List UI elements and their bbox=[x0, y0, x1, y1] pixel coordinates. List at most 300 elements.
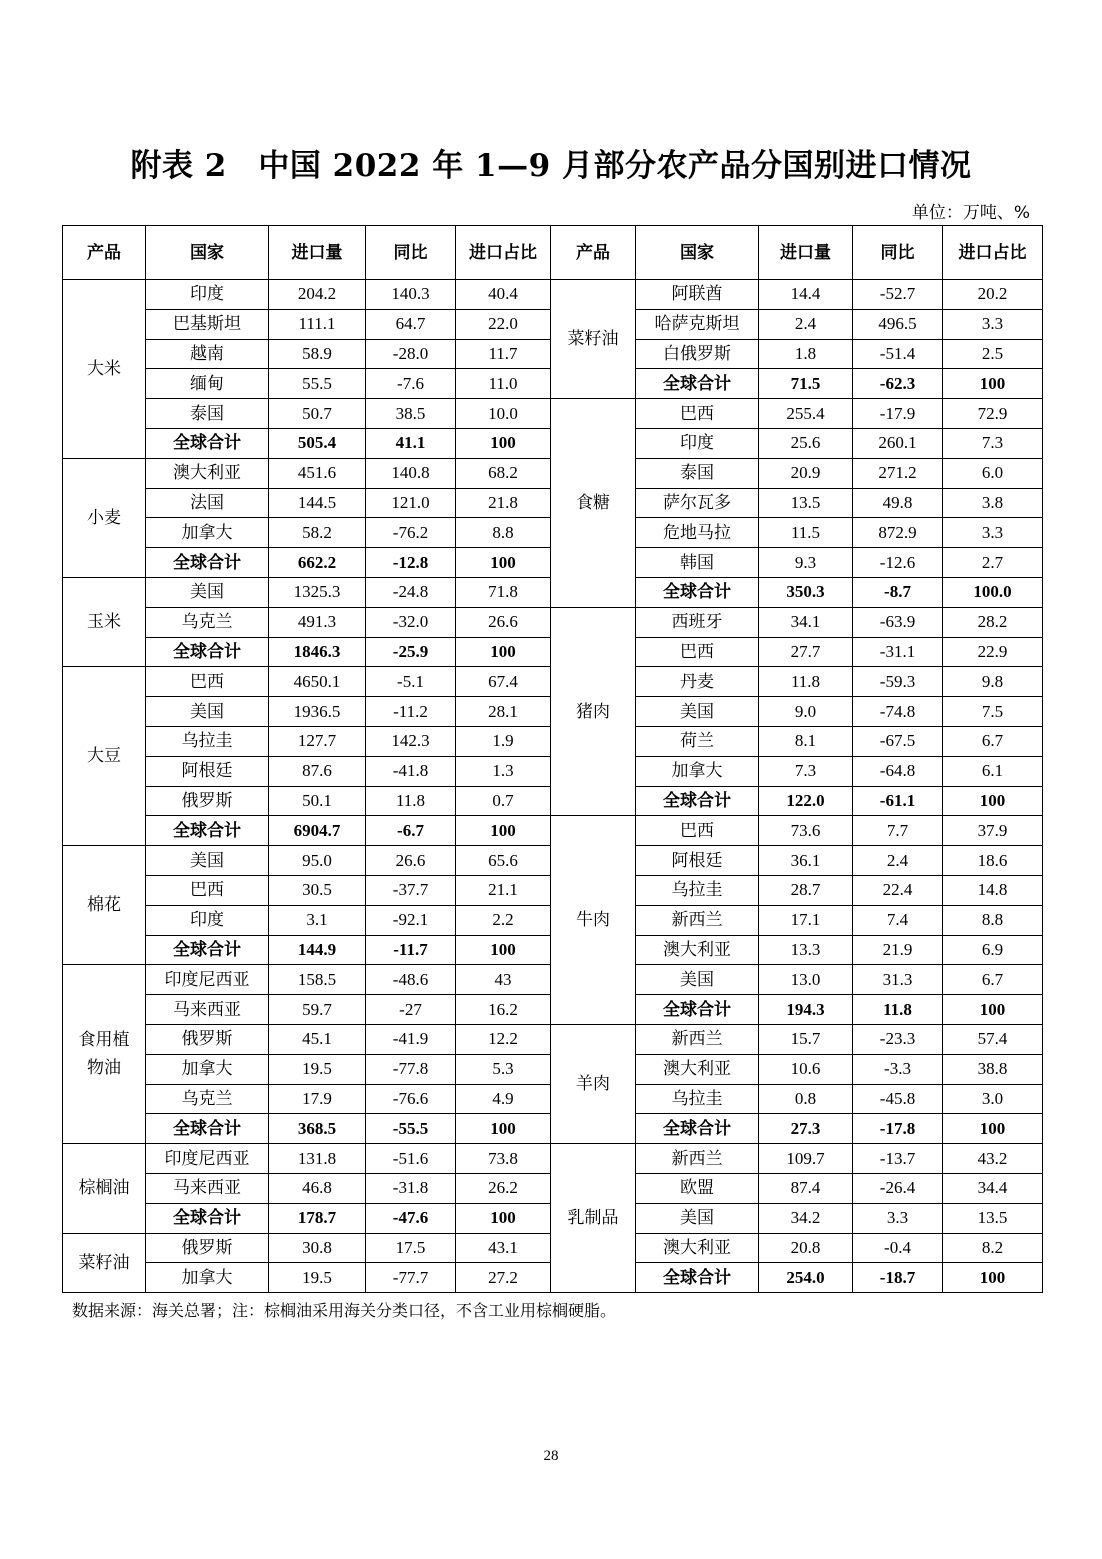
share-cell: 100 bbox=[456, 816, 551, 846]
yoy-cell: 31.3 bbox=[853, 965, 943, 995]
volume-cell: 254.0 bbox=[759, 1263, 853, 1293]
yoy-cell: 7.4 bbox=[853, 905, 943, 935]
yoy-cell: 38.5 bbox=[366, 399, 456, 429]
share-cell: 27.2 bbox=[456, 1263, 551, 1293]
table-row bbox=[63, 399, 1043, 429]
volume-cell: 10.6 bbox=[759, 1054, 853, 1084]
share-cell: 100 bbox=[456, 428, 551, 458]
country-cell: 印度尼西亚 bbox=[146, 1144, 269, 1174]
yoy-cell: 872.9 bbox=[853, 518, 943, 548]
share-cell: 28.2 bbox=[943, 607, 1043, 637]
yoy-cell: 11.8 bbox=[853, 995, 943, 1025]
yoy-cell: 49.8 bbox=[853, 488, 943, 518]
share-cell: 100 bbox=[943, 786, 1043, 816]
yoy-cell: -17.8 bbox=[853, 1114, 943, 1144]
volume-cell: 6904.7 bbox=[269, 816, 366, 846]
yoy-cell: -12.6 bbox=[853, 548, 943, 578]
yoy-cell: -18.7 bbox=[853, 1263, 943, 1293]
yoy-cell: -31.1 bbox=[853, 637, 943, 667]
volume-cell: 131.8 bbox=[269, 1144, 366, 1174]
table-row bbox=[63, 1144, 1043, 1174]
country-cell: 印度 bbox=[146, 280, 269, 310]
share-cell: 100 bbox=[943, 995, 1043, 1025]
yoy-cell: -13.7 bbox=[853, 1144, 943, 1174]
country-cell: 缅甸 bbox=[146, 369, 269, 399]
volume-cell: 73.6 bbox=[759, 816, 853, 846]
volume-cell: 9.0 bbox=[759, 697, 853, 727]
total-label-cell: 全球合计 bbox=[146, 548, 269, 578]
yoy-cell: -61.1 bbox=[853, 786, 943, 816]
volume-cell: 3.1 bbox=[269, 905, 366, 935]
yoy-cell: 3.3 bbox=[853, 1203, 943, 1233]
yoy-cell: 142.3 bbox=[366, 726, 456, 756]
share-cell: 26.2 bbox=[456, 1173, 551, 1203]
volume-cell: 1846.3 bbox=[269, 637, 366, 667]
share-cell: 7.3 bbox=[943, 428, 1043, 458]
total-label-cell: 全球合计 bbox=[636, 1263, 759, 1293]
share-cell: 100 bbox=[943, 1114, 1043, 1144]
unit-label: 单位：万吨、% bbox=[911, 203, 1030, 223]
share-cell: 65.6 bbox=[456, 846, 551, 876]
volume-cell: 95.0 bbox=[269, 846, 366, 876]
volume-cell: 11.5 bbox=[759, 518, 853, 548]
country-cell: 加拿大 bbox=[636, 756, 759, 786]
country-cell: 美国 bbox=[636, 1203, 759, 1233]
yoy-cell: -92.1 bbox=[366, 905, 456, 935]
volume-cell: 27.3 bbox=[759, 1114, 853, 1144]
total-label-cell: 全球合计 bbox=[636, 1114, 759, 1144]
volume-cell: 144.5 bbox=[269, 488, 366, 518]
country-cell: 澳大利亚 bbox=[146, 458, 269, 488]
yoy-cell: -25.9 bbox=[366, 637, 456, 667]
country-cell: 乌拉圭 bbox=[146, 726, 269, 756]
product-cell: 牛肉 bbox=[551, 816, 636, 1025]
share-cell: 6.7 bbox=[943, 965, 1043, 995]
yoy-cell: -62.3 bbox=[853, 369, 943, 399]
share-cell: 22.9 bbox=[943, 637, 1043, 667]
share-cell: 3.3 bbox=[943, 309, 1043, 339]
country-cell: 越南 bbox=[146, 339, 269, 369]
yoy-cell: -7.6 bbox=[366, 369, 456, 399]
country-cell: 泰国 bbox=[146, 399, 269, 429]
country-cell: 丹麦 bbox=[636, 667, 759, 697]
share-cell: 20.2 bbox=[943, 280, 1043, 310]
country-cell: 阿联酋 bbox=[636, 280, 759, 310]
yoy-cell: -41.9 bbox=[366, 1024, 456, 1054]
share-cell: 11.0 bbox=[456, 369, 551, 399]
yoy-cell: -51.6 bbox=[366, 1144, 456, 1174]
yoy-cell: -52.7 bbox=[853, 280, 943, 310]
volume-cell: 4650.1 bbox=[269, 667, 366, 697]
yoy-cell: -6.7 bbox=[366, 816, 456, 846]
country-cell: 危地马拉 bbox=[636, 518, 759, 548]
header-cell: 产品 bbox=[63, 226, 146, 280]
volume-cell: 491.3 bbox=[269, 607, 366, 637]
share-cell: 9.8 bbox=[943, 667, 1043, 697]
volume-cell: 144.9 bbox=[269, 935, 366, 965]
volume-cell: 46.8 bbox=[269, 1173, 366, 1203]
total-label-cell: 全球合计 bbox=[636, 995, 759, 1025]
country-cell: 澳大利亚 bbox=[636, 1233, 759, 1263]
volume-cell: 127.7 bbox=[269, 726, 366, 756]
share-cell: 28.1 bbox=[456, 697, 551, 727]
share-cell: 13.5 bbox=[943, 1203, 1043, 1233]
volume-cell: 368.5 bbox=[269, 1114, 366, 1144]
country-cell: 澳大利亚 bbox=[636, 1054, 759, 1084]
share-cell: 100 bbox=[943, 369, 1043, 399]
country-cell: 哈萨克斯坦 bbox=[636, 309, 759, 339]
volume-cell: 14.4 bbox=[759, 280, 853, 310]
country-cell: 印度 bbox=[146, 905, 269, 935]
share-cell: 6.0 bbox=[943, 458, 1043, 488]
product-cell: 食糖 bbox=[551, 399, 636, 608]
volume-cell: 1325.3 bbox=[269, 577, 366, 607]
yoy-cell: -31.8 bbox=[366, 1173, 456, 1203]
country-cell: 阿根廷 bbox=[146, 756, 269, 786]
header-cell: 同比 bbox=[366, 226, 456, 280]
volume-cell: 71.5 bbox=[759, 369, 853, 399]
volume-cell: 19.5 bbox=[269, 1054, 366, 1084]
share-cell: 43 bbox=[456, 965, 551, 995]
country-cell: 加拿大 bbox=[146, 518, 269, 548]
product-cell: 菜籽油 bbox=[551, 280, 636, 399]
volume-cell: 9.3 bbox=[759, 548, 853, 578]
share-cell: 21.1 bbox=[456, 875, 551, 905]
volume-cell: 178.7 bbox=[269, 1203, 366, 1233]
yoy-cell: 21.9 bbox=[853, 935, 943, 965]
volume-cell: 109.7 bbox=[759, 1144, 853, 1174]
volume-cell: 45.1 bbox=[269, 1024, 366, 1054]
yoy-cell: -67.5 bbox=[853, 726, 943, 756]
share-cell: 0.7 bbox=[456, 786, 551, 816]
volume-cell: 50.7 bbox=[269, 399, 366, 429]
volume-cell: 59.7 bbox=[269, 995, 366, 1025]
share-cell: 3.8 bbox=[943, 488, 1043, 518]
yoy-cell: -12.8 bbox=[366, 548, 456, 578]
country-cell: 加拿大 bbox=[146, 1263, 269, 1293]
volume-cell: 204.2 bbox=[269, 280, 366, 310]
table-row bbox=[63, 816, 1043, 846]
product-cell: 玉米 bbox=[63, 577, 146, 666]
share-cell: 8.8 bbox=[456, 518, 551, 548]
volume-cell: 122.0 bbox=[759, 786, 853, 816]
country-cell: 阿根廷 bbox=[636, 846, 759, 876]
share-cell: 43.2 bbox=[943, 1144, 1043, 1174]
country-cell: 澳大利亚 bbox=[636, 935, 759, 965]
share-cell: 26.6 bbox=[456, 607, 551, 637]
volume-cell: 451.6 bbox=[269, 458, 366, 488]
share-cell: 11.7 bbox=[456, 339, 551, 369]
product-cell: 菜籽油 bbox=[63, 1233, 146, 1293]
share-cell: 14.8 bbox=[943, 875, 1043, 905]
yoy-cell: -47.6 bbox=[366, 1203, 456, 1233]
country-cell: 马来西亚 bbox=[146, 995, 269, 1025]
total-label-cell: 全球合计 bbox=[636, 577, 759, 607]
yoy-cell: -76.2 bbox=[366, 518, 456, 548]
volume-cell: 13.3 bbox=[759, 935, 853, 965]
header-row bbox=[63, 226, 1043, 280]
yoy-cell: -0.4 bbox=[853, 1233, 943, 1263]
yoy-cell: -63.9 bbox=[853, 607, 943, 637]
share-cell: 6.9 bbox=[943, 935, 1043, 965]
share-cell: 67.4 bbox=[456, 667, 551, 697]
share-cell: 1.3 bbox=[456, 756, 551, 786]
volume-cell: 194.3 bbox=[759, 995, 853, 1025]
country-cell: 加拿大 bbox=[146, 1054, 269, 1084]
yoy-cell: -8.7 bbox=[853, 577, 943, 607]
yoy-cell: 140.3 bbox=[366, 280, 456, 310]
share-cell: 16.2 bbox=[456, 995, 551, 1025]
country-cell: 巴西 bbox=[146, 875, 269, 905]
volume-cell: 505.4 bbox=[269, 428, 366, 458]
yoy-cell: -3.3 bbox=[853, 1054, 943, 1084]
yoy-cell: -32.0 bbox=[366, 607, 456, 637]
volume-cell: 158.5 bbox=[269, 965, 366, 995]
yoy-cell: 7.7 bbox=[853, 816, 943, 846]
yoy-cell: -11.7 bbox=[366, 935, 456, 965]
volume-cell: 87.4 bbox=[759, 1173, 853, 1203]
total-label-cell: 全球合计 bbox=[146, 935, 269, 965]
share-cell: 4.9 bbox=[456, 1084, 551, 1114]
volume-cell: 111.1 bbox=[269, 309, 366, 339]
volume-cell: 50.1 bbox=[269, 786, 366, 816]
share-cell: 7.5 bbox=[943, 697, 1043, 727]
share-cell: 68.2 bbox=[456, 458, 551, 488]
share-cell: 18.6 bbox=[943, 846, 1043, 876]
yoy-cell: 64.7 bbox=[366, 309, 456, 339]
volume-cell: 0.8 bbox=[759, 1084, 853, 1114]
yoy-cell: -64.8 bbox=[853, 756, 943, 786]
country-cell: 欧盟 bbox=[636, 1173, 759, 1203]
volume-cell: 27.7 bbox=[759, 637, 853, 667]
product-cell: 大豆 bbox=[63, 667, 146, 846]
volume-cell: 662.2 bbox=[269, 548, 366, 578]
share-cell: 10.0 bbox=[456, 399, 551, 429]
header-cell: 进口占比 bbox=[456, 226, 551, 280]
volume-cell: 58.9 bbox=[269, 339, 366, 369]
yoy-cell: 17.5 bbox=[366, 1233, 456, 1263]
product-cell: 猪肉 bbox=[551, 607, 636, 816]
country-cell: 美国 bbox=[146, 697, 269, 727]
share-cell: 100 bbox=[943, 1263, 1043, 1293]
total-label-cell: 全球合计 bbox=[146, 1203, 269, 1233]
country-cell: 萨尔瓦多 bbox=[636, 488, 759, 518]
yoy-cell: -48.6 bbox=[366, 965, 456, 995]
country-cell: 泰国 bbox=[636, 458, 759, 488]
table-row bbox=[63, 280, 1043, 310]
yoy-cell: -37.7 bbox=[366, 875, 456, 905]
volume-cell: 7.3 bbox=[759, 756, 853, 786]
yoy-cell: 2.4 bbox=[853, 846, 943, 876]
product-cell: 棉花 bbox=[63, 846, 146, 965]
product-cell: 食用植 物油 bbox=[63, 965, 146, 1144]
footnote: 数据来源：海关总署；注：棕榈油采用海关分类口径，不含工业用棕榈硬脂。 bbox=[72, 1301, 617, 1320]
country-cell: 美国 bbox=[636, 965, 759, 995]
volume-cell: 20.9 bbox=[759, 458, 853, 488]
share-cell: 21.8 bbox=[456, 488, 551, 518]
share-cell: 2.7 bbox=[943, 548, 1043, 578]
volume-cell: 36.1 bbox=[759, 846, 853, 876]
country-cell: 印度 bbox=[636, 428, 759, 458]
country-cell: 巴西 bbox=[636, 399, 759, 429]
page-title: 附表 2 中国 2022 年 1—9 月部分农产品分国别进口情况 bbox=[130, 148, 972, 184]
country-cell: 法国 bbox=[146, 488, 269, 518]
share-cell: 38.8 bbox=[943, 1054, 1043, 1084]
country-cell: 乌拉圭 bbox=[636, 875, 759, 905]
country-cell: 美国 bbox=[636, 697, 759, 727]
volume-cell: 30.8 bbox=[269, 1233, 366, 1263]
share-cell: 6.7 bbox=[943, 726, 1043, 756]
yoy-cell: 140.8 bbox=[366, 458, 456, 488]
share-cell: 2.5 bbox=[943, 339, 1043, 369]
country-cell: 韩国 bbox=[636, 548, 759, 578]
country-cell: 俄罗斯 bbox=[146, 1233, 269, 1263]
country-cell: 新西兰 bbox=[636, 905, 759, 935]
country-cell: 俄罗斯 bbox=[146, 1024, 269, 1054]
yoy-cell: -23.3 bbox=[853, 1024, 943, 1054]
volume-cell: 17.1 bbox=[759, 905, 853, 935]
volume-cell: 20.8 bbox=[759, 1233, 853, 1263]
country-cell: 乌克兰 bbox=[146, 1084, 269, 1114]
country-cell: 巴基斯坦 bbox=[146, 309, 269, 339]
header-cell: 进口量 bbox=[759, 226, 853, 280]
yoy-cell: 41.1 bbox=[366, 428, 456, 458]
product-cell: 乳制品 bbox=[551, 1144, 636, 1293]
share-cell: 8.8 bbox=[943, 905, 1043, 935]
total-label-cell: 全球合计 bbox=[146, 1114, 269, 1144]
volume-cell: 15.7 bbox=[759, 1024, 853, 1054]
share-cell: 100 bbox=[456, 1203, 551, 1233]
country-cell: 新西兰 bbox=[636, 1144, 759, 1174]
yoy-cell: -76.6 bbox=[366, 1084, 456, 1114]
header-cell: 产品 bbox=[551, 226, 636, 280]
yoy-cell: -17.9 bbox=[853, 399, 943, 429]
volume-cell: 17.9 bbox=[269, 1084, 366, 1114]
volume-cell: 55.5 bbox=[269, 369, 366, 399]
country-cell: 马来西亚 bbox=[146, 1173, 269, 1203]
yoy-cell: -26.4 bbox=[853, 1173, 943, 1203]
country-cell: 荷兰 bbox=[636, 726, 759, 756]
header-cell: 国家 bbox=[146, 226, 269, 280]
volume-cell: 13.0 bbox=[759, 965, 853, 995]
volume-cell: 8.1 bbox=[759, 726, 853, 756]
total-label-cell: 全球合计 bbox=[146, 637, 269, 667]
volume-cell: 34.2 bbox=[759, 1203, 853, 1233]
yoy-cell: -55.5 bbox=[366, 1114, 456, 1144]
volume-cell: 2.4 bbox=[759, 309, 853, 339]
volume-cell: 28.7 bbox=[759, 875, 853, 905]
share-cell: 37.9 bbox=[943, 816, 1043, 846]
volume-cell: 25.6 bbox=[759, 428, 853, 458]
table-row bbox=[63, 1024, 1043, 1054]
share-cell: 1.9 bbox=[456, 726, 551, 756]
volume-cell: 34.1 bbox=[759, 607, 853, 637]
yoy-cell: -28.0 bbox=[366, 339, 456, 369]
country-cell: 美国 bbox=[146, 846, 269, 876]
share-cell: 8.2 bbox=[943, 1233, 1043, 1263]
share-cell: 100 bbox=[456, 1114, 551, 1144]
yoy-cell: -11.2 bbox=[366, 697, 456, 727]
yoy-cell: 26.6 bbox=[366, 846, 456, 876]
share-cell: 6.1 bbox=[943, 756, 1043, 786]
share-cell: 73.8 bbox=[456, 1144, 551, 1174]
total-label-cell: 全球合计 bbox=[146, 816, 269, 846]
country-cell: 巴西 bbox=[636, 637, 759, 667]
total-label-cell: 全球合计 bbox=[146, 428, 269, 458]
product-cell: 羊肉 bbox=[551, 1024, 636, 1143]
share-cell: 100.0 bbox=[943, 577, 1043, 607]
volume-cell: 30.5 bbox=[269, 875, 366, 905]
header-cell: 同比 bbox=[853, 226, 943, 280]
share-cell: 2.2 bbox=[456, 905, 551, 935]
country-cell: 印度尼西亚 bbox=[146, 965, 269, 995]
yoy-cell: -59.3 bbox=[853, 667, 943, 697]
share-cell: 3.3 bbox=[943, 518, 1043, 548]
share-cell: 3.0 bbox=[943, 1084, 1043, 1114]
import-table bbox=[62, 225, 1043, 1293]
yoy-cell: 22.4 bbox=[853, 875, 943, 905]
volume-cell: 1936.5 bbox=[269, 697, 366, 727]
share-cell: 43.1 bbox=[456, 1233, 551, 1263]
page-number: 28 bbox=[543, 1448, 559, 1464]
share-cell: 100 bbox=[456, 637, 551, 667]
volume-cell: 255.4 bbox=[759, 399, 853, 429]
product-cell: 大米 bbox=[63, 280, 146, 459]
country-cell: 西班牙 bbox=[636, 607, 759, 637]
total-label-cell: 全球合计 bbox=[636, 369, 759, 399]
share-cell: 100 bbox=[456, 548, 551, 578]
product-cell: 小麦 bbox=[63, 458, 146, 577]
country-cell: 美国 bbox=[146, 577, 269, 607]
header-cell: 国家 bbox=[636, 226, 759, 280]
yoy-cell: -24.8 bbox=[366, 577, 456, 607]
yoy-cell: -5.1 bbox=[366, 667, 456, 697]
volume-cell: 1.8 bbox=[759, 339, 853, 369]
yoy-cell: -74.8 bbox=[853, 697, 943, 727]
share-cell: 5.3 bbox=[456, 1054, 551, 1084]
country-cell: 乌拉圭 bbox=[636, 1084, 759, 1114]
table-row bbox=[63, 607, 1043, 637]
header-cell: 进口量 bbox=[269, 226, 366, 280]
yoy-cell: -45.8 bbox=[853, 1084, 943, 1114]
yoy-cell: -41.8 bbox=[366, 756, 456, 786]
yoy-cell: 271.2 bbox=[853, 458, 943, 488]
yoy-cell: 121.0 bbox=[366, 488, 456, 518]
volume-cell: 19.5 bbox=[269, 1263, 366, 1293]
share-cell: 72.9 bbox=[943, 399, 1043, 429]
share-cell: 12.2 bbox=[456, 1024, 551, 1054]
volume-cell: 11.8 bbox=[759, 667, 853, 697]
volume-cell: 87.6 bbox=[269, 756, 366, 786]
total-label-cell: 全球合计 bbox=[636, 786, 759, 816]
volume-cell: 350.3 bbox=[759, 577, 853, 607]
share-cell: 34.4 bbox=[943, 1173, 1043, 1203]
yoy-cell: -77.7 bbox=[366, 1263, 456, 1293]
country-cell: 巴西 bbox=[146, 667, 269, 697]
country-cell: 新西兰 bbox=[636, 1024, 759, 1054]
share-cell: 22.0 bbox=[456, 309, 551, 339]
share-cell: 40.4 bbox=[456, 280, 551, 310]
country-cell: 白俄罗斯 bbox=[636, 339, 759, 369]
share-cell: 57.4 bbox=[943, 1024, 1043, 1054]
share-cell: 100 bbox=[456, 935, 551, 965]
country-cell: 乌克兰 bbox=[146, 607, 269, 637]
product-cell: 棕榈油 bbox=[63, 1144, 146, 1233]
share-cell: 71.8 bbox=[456, 577, 551, 607]
yoy-cell: 260.1 bbox=[853, 428, 943, 458]
yoy-cell: -27 bbox=[366, 995, 456, 1025]
yoy-cell: 496.5 bbox=[853, 309, 943, 339]
